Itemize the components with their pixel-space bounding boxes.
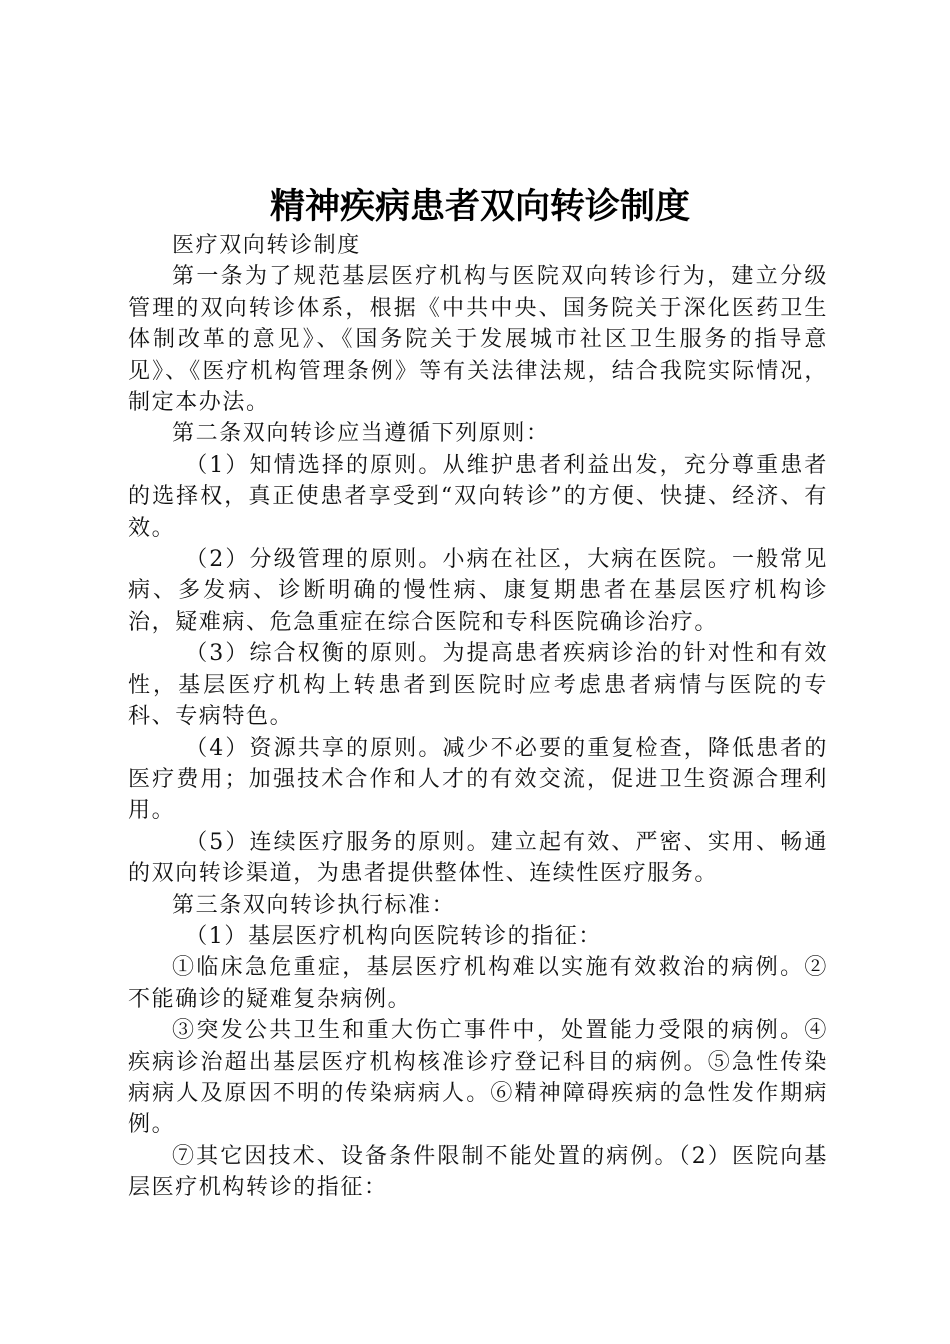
paragraph-principle-4: （4）资源共享的原则。减少不必要的重复检查，降低患者的医疗费用；加强技术合作和人才的有效交流，促进卫生资源合理利用。 [128,735,828,824]
document-title: 精神疾病患者双向转诊制度 [269,187,690,227]
paragraph-principle-2: （2）分级管理的原则。小病在社区，大病在医院。一般常见病、多发病、诊断明确的慢性病、康复期患者在基层医疗机构诊治，疑难病、危急重症在综合医院和专科医院确诊治疗。 [128,547,828,635]
paragraph-referral-up-items-b: ③突发公共卫生和重大伤亡事件中，处置能力受限的病例。④疾病诊治超出基层医疗机构核准诊疗登记科目的病例。⑤急性传染病病人及原因不明的传染病病人。⑥精神障碍疾病的急性发作期病例。 [128,1018,828,1138]
paragraph-principle-5: （5）连续医疗服务的原则。建立起有效、严密、实用、畅通的双向转诊渠道，为患者提供整体性、连续性医疗服务。 [128,829,828,887]
paragraph-referral-up-heading: （1）基层医疗机构向医院转诊的指征： [185,923,602,949]
paragraph-article-3: 第三条双向转诊执行标准： [172,892,456,918]
paragraph-principle-1: （1）知情选择的原则。从维护患者利益出发，充分尊重患者的选择权，真正使患者享受到“双向转诊”的方便、快捷、经济、有效。 [128,452,828,541]
paragraph-article-1: 第一条为了规范基层医疗机构与医院双向转诊行为，建立分级管理的双向转诊体系，根据《中共中央、国务院关于深化医药卫生体制改革的意见》、《国务院关于发展城市社区卫生服务的指导意见》、《医疗机构管理条例》等有关法律法规，结合我院实际情况，制定本办法。 [128,264,828,416]
paragraph-referral-up-items-a: ①临床急危重症，基层医疗机构难以实施有效救治的病例。②不能确诊的疑难复杂病例。 [128,955,828,1012]
document-body [128,230,828,1204]
paragraph-article-2: 第二条双向转诊应当遵循下列原则： [172,421,550,447]
paragraph-referral-up-items-c: ⑦其它因技术、设备条件限制不能处置的病例。（2）医院向基层医疗机构转诊的指征： [128,1143,828,1201]
paragraph-principle-3: （3）综合权衡的原则。为提高患者疾病诊治的针对性和有效性，基层医疗机构上转患者到医院时应考虑患者病情与医院的专科、专病特色。 [128,641,828,730]
paragraph-subtitle: 医疗双向转诊制度 [172,233,361,258]
